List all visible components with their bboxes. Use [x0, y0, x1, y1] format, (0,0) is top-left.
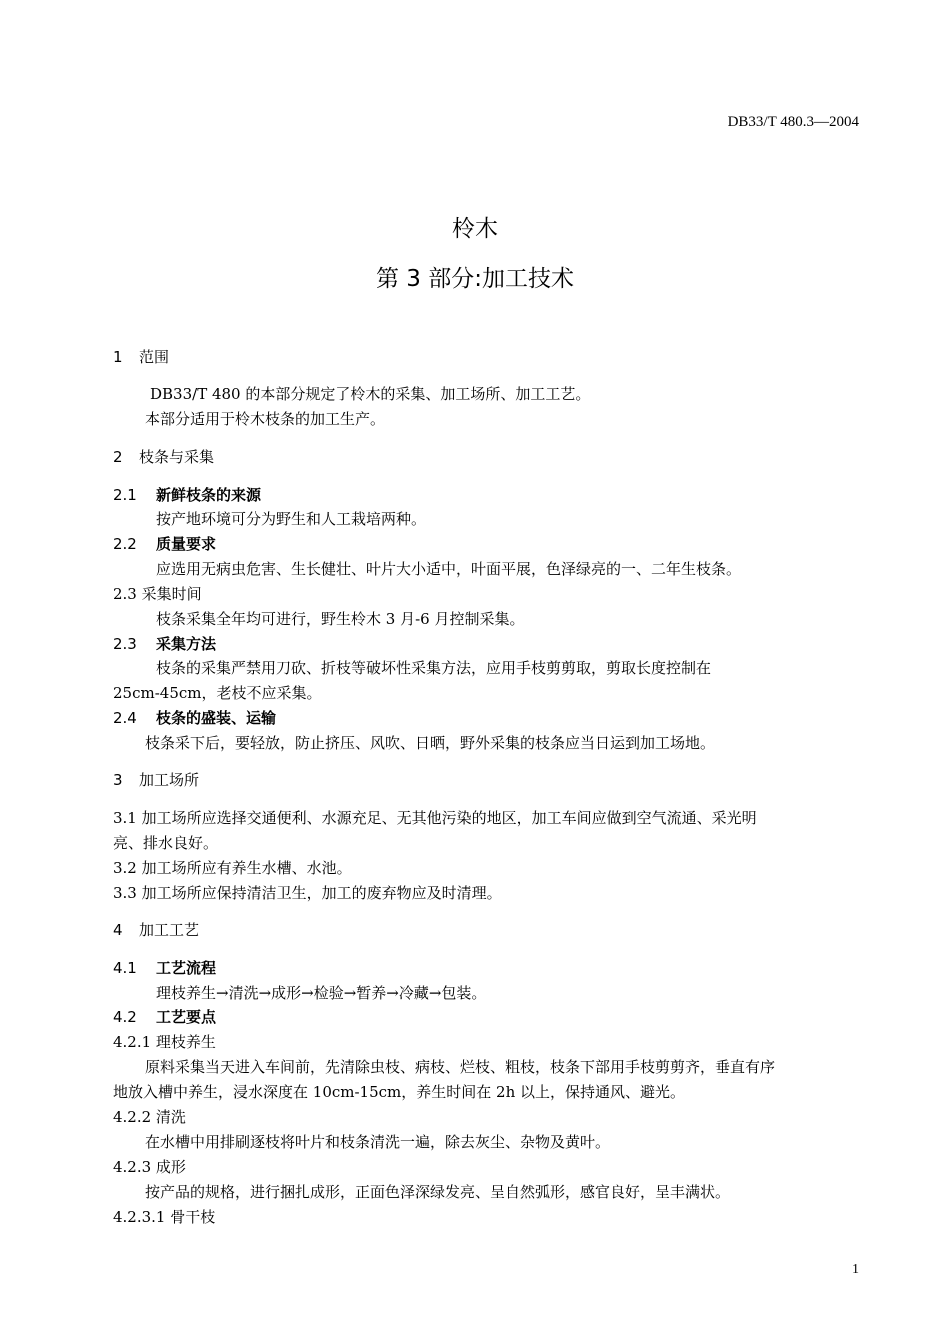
section-3-heading: [113, 769, 199, 790]
subsection-title: 工艺要点: [156, 1008, 217, 1026]
subsection-label: 4.2.3 成形: [113, 1158, 186, 1176]
subsection-number: 2.2: [113, 535, 137, 553]
subsection-title: 新鲜枝条的来源: [156, 486, 262, 504]
paragraph: DB33/T 480 的本部分规定了柃木的采集、加工场所、加工工艺。: [150, 385, 591, 403]
subsection-heading: [113, 533, 216, 554]
section-title: 加工场所: [139, 771, 200, 789]
subsection-title: 质量要求: [156, 535, 217, 553]
subsection-label: 4.2.2 清洗: [113, 1108, 186, 1126]
subsection-number: 2.3: [113, 635, 137, 653]
subsection-label: 2.3 采集时间: [113, 585, 202, 603]
subsection-number: 4.2: [113, 1008, 137, 1026]
section-title: 范围: [139, 348, 170, 366]
subsection-heading: [113, 707, 276, 728]
section-number: 4: [113, 921, 123, 939]
subsection-number: 4.1: [113, 959, 137, 977]
paragraph: 原料采集当天进入车间前，先清除虫枝、病枝、烂枝、粗枝，枝条下部用手枝剪剪齐，垂直有序: [145, 1058, 776, 1076]
section-title: 加工工艺: [139, 921, 200, 939]
paragraph: 应选用无病虫危害、生长健壮、叶片大小适中，叶面平展，色泽绿亮的一、二年生枝条。: [156, 560, 742, 578]
subsection-title: 工艺流程: [156, 959, 217, 977]
page-number: 1: [852, 1262, 859, 1277]
paragraph-continuation: 亮、排水良好。: [113, 834, 219, 852]
document-title: 柃木: [452, 216, 498, 242]
section-4-heading: [113, 919, 199, 940]
subsection-heading: [113, 957, 216, 978]
section-2-heading: [113, 446, 214, 467]
section-1-heading: [113, 346, 169, 367]
section-title: 枝条与采集: [139, 448, 215, 466]
paragraph: 3.2 加工场所应有养生水槽、水池。: [113, 859, 352, 877]
subsection-number: 2.1: [113, 486, 137, 504]
subsection-title: 枝条的盛装、运输: [156, 709, 277, 727]
section-number: 3: [113, 771, 123, 789]
subsection-heading: [113, 484, 261, 505]
paragraph: 枝条采下后，要轻放，防止挤压、风吹、日晒，野外采集的枝条应当日运到加工场地。: [145, 734, 716, 752]
paragraph-continuation: 25cm-45cm，老枝不应采集。: [113, 684, 322, 702]
paragraph: 枝条的采集严禁用刀砍、折枝等破坏性采集方法，应用手枝剪剪取，剪取长度控制在: [156, 659, 712, 677]
document-id: DB33/T 480.3—2004: [727, 114, 859, 130]
subsection-label: 4.2.3.1 骨干枝: [113, 1208, 216, 1226]
paragraph: 3.1 加工场所应选择交通便利、水源充足、无其他污染的地区，加工车间应做到空气流通、采光明: [113, 809, 757, 827]
paragraph: 本部分适用于柃木枝条的加工生产。: [145, 410, 386, 428]
document-subtitle: 第 3 部分:加工技术: [375, 266, 574, 292]
paragraph: 按产品的规格，进行捆扎成形，正面色泽深绿发亮、呈自然弧形，感官良好，呈丰满状。: [145, 1183, 731, 1201]
paragraph: 理枝养生→清洗→成形→检验→暂养→冷藏→包装。: [156, 984, 487, 1002]
section-number: 1: [113, 348, 123, 366]
subsection-title: 采集方法: [156, 635, 217, 653]
subsection-number: 2.4: [113, 709, 137, 727]
subsection-heading: [113, 1006, 216, 1027]
paragraph: 在水槽中用排刷逐枝将叶片和枝条清洗一遍，除去灰尘、杂物及黄叶。: [145, 1133, 611, 1151]
paragraph: 3.3 加工场所应保持清洁卫生，加工的废弃物应及时清理。: [113, 884, 502, 902]
section-number: 2: [113, 448, 123, 466]
subsection-heading: [113, 633, 216, 654]
paragraph: 枝条采集全年均可进行，野生柃木 3 月-6 月控制采集。: [156, 610, 525, 628]
paragraph: 按产地环境可分为野生和人工栽培两种。: [156, 510, 427, 528]
paragraph-continuation: 地放入槽中养生，浸水深度在 10cm-15cm，养生时间在 2h 以上，保持通风、避光。: [113, 1083, 686, 1101]
subsection-label: 4.2.1 理枝养生: [113, 1033, 216, 1051]
